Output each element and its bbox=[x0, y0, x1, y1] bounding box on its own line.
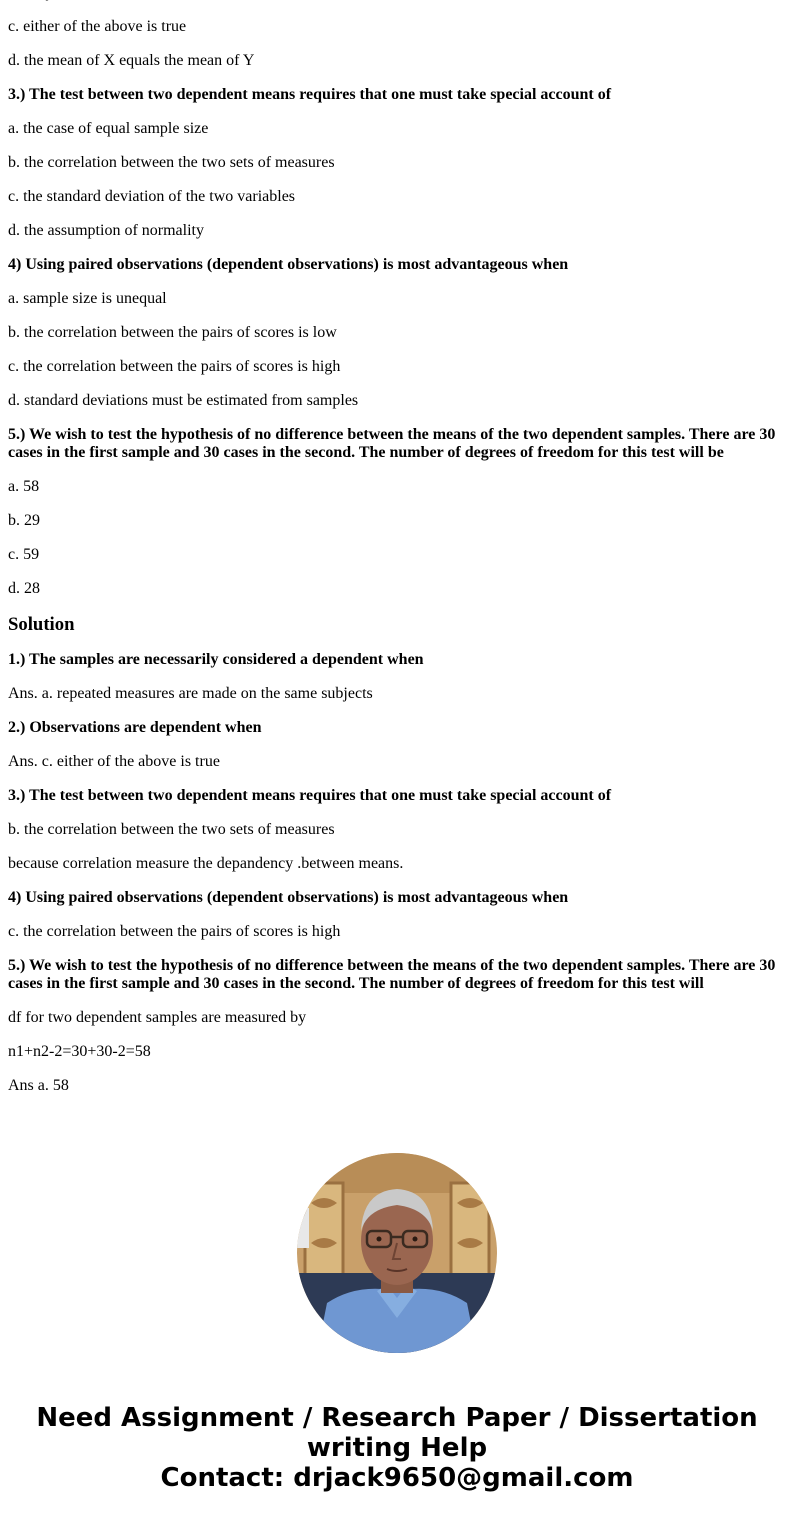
answer-option: d. the assumption of normality bbox=[8, 222, 204, 239]
cta-line: writing Help bbox=[306, 1433, 488, 1463]
answer-option: d. 28 bbox=[8, 580, 40, 597]
answer-option: a. sample size is unequal bbox=[8, 290, 167, 307]
answer-option: d. standard deviations must be estimated from samples bbox=[8, 392, 359, 409]
answer-text: c. the correlation between the pairs of scores is high bbox=[8, 923, 341, 940]
answer-option: d. the mean of X equals the mean of Y bbox=[8, 52, 255, 69]
document-body bbox=[8, 0, 786, 1111]
answer-formula: n1+n2-2=30+30-2=58 bbox=[8, 1043, 151, 1060]
answer-option: c. either of the above is true bbox=[8, 18, 187, 35]
answer-option: a. the case of equal sample size bbox=[8, 120, 209, 137]
answer-text: b. the correlation between the two sets of measures bbox=[8, 821, 335, 838]
question-text: 3.) The test between two dependent means requires that one must take special account of bbox=[8, 787, 612, 804]
answer-option bbox=[8, 0, 786, 2]
answer-option: b. the correlation between the two sets of measures bbox=[8, 154, 335, 171]
answer-text: Ans a. 58 bbox=[8, 1077, 69, 1094]
question-text: 4) Using paired observations (dependent observations) is most advantageous when bbox=[8, 256, 569, 273]
answer-explanation: because correlation measure the depandency .between means. bbox=[8, 855, 404, 872]
question-list bbox=[8, 0, 786, 598]
answer-option: c. the standard deviation of the two variables bbox=[8, 188, 296, 205]
answer-option: b. 29 bbox=[8, 512, 40, 529]
question-text: 2.) Observations are dependent when bbox=[8, 719, 262, 736]
cta-line: Need Assignment / Research Paper / Dissertation bbox=[36, 1403, 758, 1433]
question-text: 1.) The samples are necessarily considered a dependent when bbox=[8, 651, 424, 668]
answer-text: Ans. c. either of the above is true bbox=[8, 753, 220, 770]
author-photo-icon bbox=[297, 1153, 497, 1353]
answer-option: a. 58 bbox=[8, 478, 40, 495]
question-text: 4) Using paired observations (dependent observations) is most advantageous when bbox=[8, 889, 569, 906]
question-text: 5.) We wish to test the hypothesis of no difference between the means of the two dependent samples. There are 30 cases in the first sample and 30 cases in the second. The number of degrees of freedom for this test will be bbox=[8, 426, 776, 461]
answer-explanation: df for two dependent samples are measured by bbox=[8, 1009, 307, 1026]
solution-list bbox=[8, 651, 786, 1095]
answer-option: b. the correlation between the pairs of scores is low bbox=[8, 324, 337, 341]
contact-email: Contact: drjack9650@gmail.com bbox=[160, 1463, 634, 1493]
solution-heading: Solution bbox=[8, 614, 75, 635]
contact-banner bbox=[0, 1403, 794, 1493]
answer-option: c. the correlation between the pairs of scores is high bbox=[8, 358, 341, 375]
question-text: 5.) We wish to test the hypothesis of no difference between the means of the two dependent samples. There are 30 cases in the first sample and 30 cases in the second. The number of degrees of freedom for this test will bbox=[8, 957, 776, 992]
answer-text: Ans. a. repeated measures are made on the same subjects bbox=[8, 685, 373, 702]
question-text: 3.) The test between two dependent means requires that one must take special account of bbox=[8, 86, 612, 103]
answer-option: c. 59 bbox=[8, 546, 40, 563]
